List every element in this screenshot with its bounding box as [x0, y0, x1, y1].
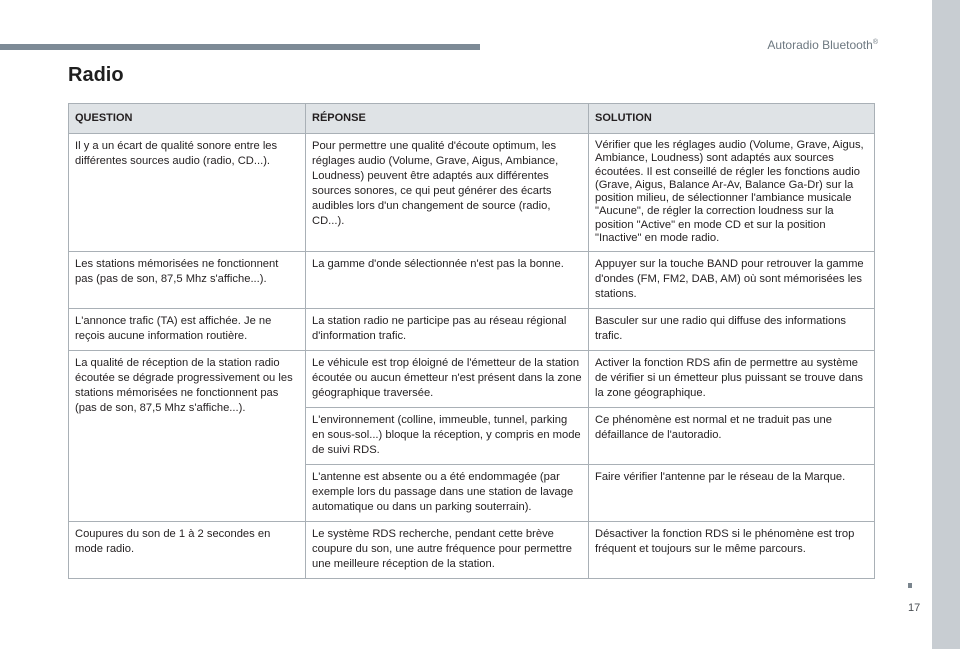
header-rule [0, 44, 480, 50]
answer-cell: L'antenne est absente ou a été endommagée (par exemple lors du passage dans une station de lavage automatique ou dans un parking souterrain). [306, 465, 589, 522]
troubleshooting-table [68, 103, 875, 579]
page-edge-band [932, 0, 960, 649]
solution-cell: Désactiver la fonction RDS si le phénomène est trop fréquent et toujours sur le même parcours. [589, 522, 875, 579]
question-cell: L'annonce trafic (TA) est affichée. Je ne reçois aucune information routière. [69, 309, 306, 351]
section-title-text: Autoradio Bluetooth [767, 38, 873, 52]
question-cell: Les stations mémorisées ne fonctionnent pas (pas de son, 87,5 Mhz s'affiche...). [69, 252, 306, 309]
answer-cell: La station radio ne participe pas au réseau régional d'information trafic. [306, 309, 589, 351]
page-marker [908, 583, 912, 588]
table-row [69, 351, 875, 408]
solution-cell: Activer la fonction RDS afin de permettre au système de vérifier si un émetteur plus puissant se trouve dans la zone géographique. [589, 351, 875, 408]
table-header-row [69, 104, 875, 134]
answer-cell: La gamme d'onde sélectionnée n'est pas la bonne. [306, 252, 589, 309]
column-header-solution: SOLUTION [589, 104, 875, 134]
page-number: 17 [908, 602, 921, 614]
page-title: Radio [68, 64, 124, 86]
table-row [69, 309, 875, 351]
question-cell: Il y a un écart de qualité sonore entre les différentes sources audio (radio, CD...). [69, 134, 306, 252]
column-header-answer: RÉPONSE [306, 104, 589, 134]
solution-cell: Ce phénomène est normal et ne traduit pas une défaillance de l'autoradio. [589, 408, 875, 465]
solution-cell: Vérifier que les réglages audio (Volume, Grave, Aigus, Ambiance, Loudness) sont adaptés aux sources écoutées. Il est conseillé de régler les fonctions audio (Grave, Aigus, Balance Ar-Av, Balance Ga-Dr) sur la position milieu, de sélectionner l'ambiance musicale "Aucune", de régler la correction loudness sur la position "Active" en mode CD et sur la position "Inactive" en mode radio. [589, 134, 875, 252]
answer-cell: Le système RDS recherche, pendant cette brève coupure du son, une autre fréquence pour permettre une meilleure réception de la station. [306, 522, 589, 579]
answer-cell: L'environnement (colline, immeuble, tunnel, parking en sous-sol...) bloque la réception, y compris en mode de suivi RDS. [306, 408, 589, 465]
question-cell: La qualité de réception de la station radio écoutée se dégrade progressivement ou les stations mémorisées ne fonctionnent pas (pas de son, 87,5 Mhz s'affiche...). [69, 351, 306, 522]
column-header-question: QUESTION [69, 104, 306, 134]
answer-cell: Pour permettre une qualité d'écoute optimum, les réglages audio (Volume, Grave, Aigus, Ambiance, Loudness) peuvent être adaptés aux différentes sources sonores, ce qui peut générer des écarts audibles lors d'un changement de source (radio, CD...). [306, 134, 589, 252]
solution-cell: Appuyer sur la touche BAND pour retrouver la gamme d'ondes (FM, FM2, DAB, AM) où sont mémorisées les stations. [589, 252, 875, 309]
question-cell: Coupures du son de 1 à 2 secondes en mode radio. [69, 522, 306, 579]
solution-cell: Faire vérifier l'antenne par le réseau de la Marque. [589, 465, 875, 522]
table-row [69, 252, 875, 309]
table-row [69, 522, 875, 579]
table-row [69, 134, 875, 252]
answer-cell: Le véhicule est trop éloigné de l'émetteur de la station écoutée ou aucun émetteur n'est présent dans la zone géographique traversée. [306, 351, 589, 408]
trademark-symbol: ® [872, 39, 878, 46]
solution-cell: Basculer sur une radio qui diffuse des informations trafic. [589, 309, 875, 351]
section-title [767, 38, 878, 52]
